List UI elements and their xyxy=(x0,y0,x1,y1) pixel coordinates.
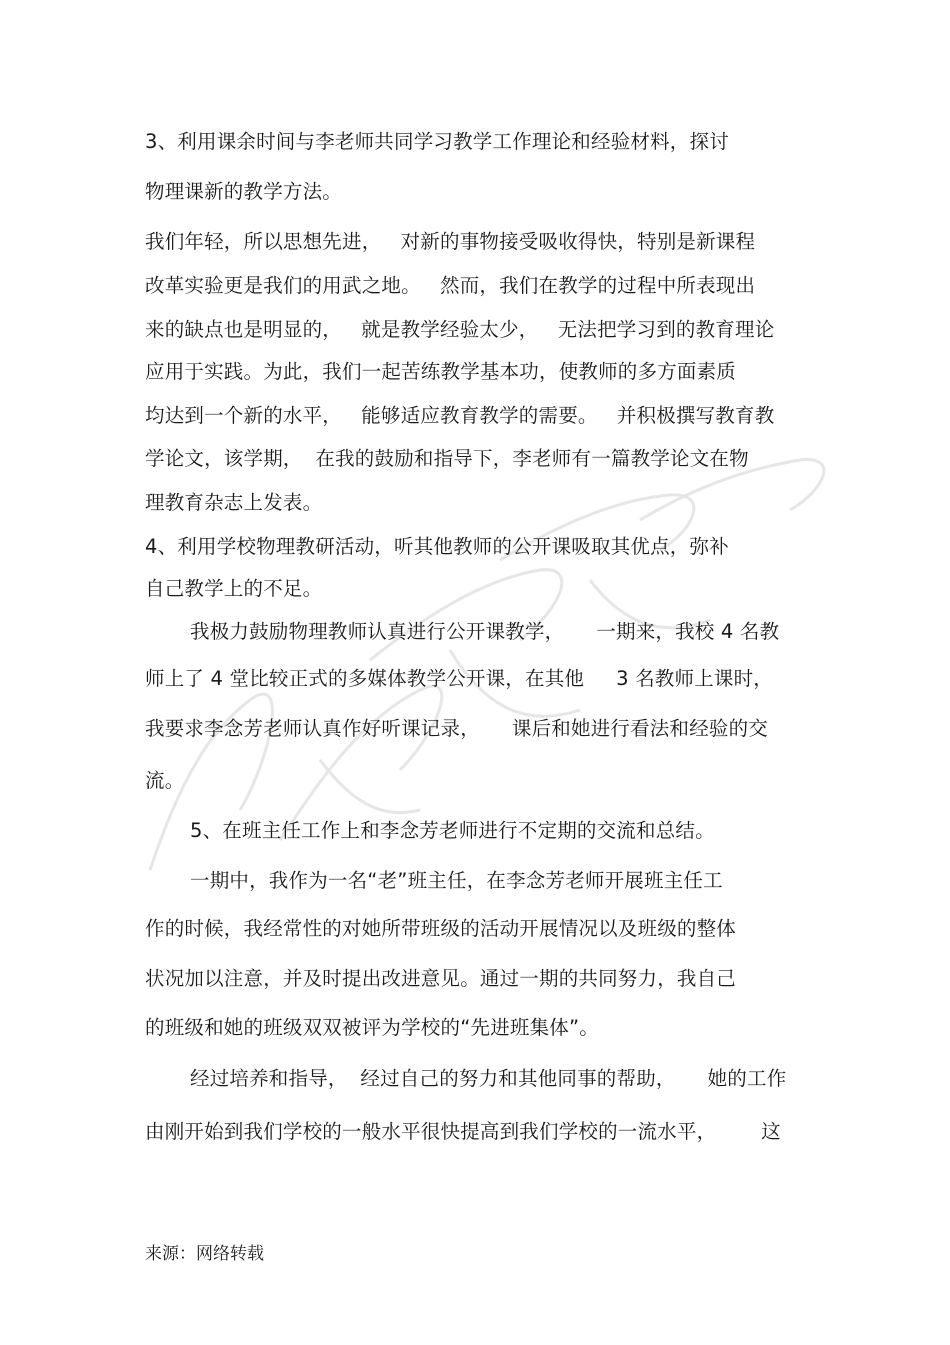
text-line-21: 经过培养和指导， 经过自己的努力和其他同事的帮助， 她的工作 xyxy=(190,1067,787,1090)
text-line-14: 我要求李念芳老师认真作好听课记录， 课后和她进行看法和经验的交 xyxy=(145,717,768,740)
text-line-7: 均达到一个新的水平， 能够适应教育教学的需要。 并积极撰写教育教 xyxy=(145,404,775,427)
text-line-20: 的班级和她的班级双双被评为学校的“先进班集体”。 xyxy=(145,1016,600,1039)
text-line-22: 由刚开始到我们学校的一般水平很快提高到我们学校的一流水平， 这 xyxy=(145,1120,781,1143)
text-line-11: 自己教学上的不足。 xyxy=(145,577,323,600)
text-line-15: 流。 xyxy=(145,769,185,792)
text-line-17: 一期中，我作为一名“老”班主任，在李念芳老师开展班主任工 xyxy=(190,869,723,892)
text-line-3: 我们年轻，所以思想先进， 对新的事物接受吸收得快，特别是新课程 xyxy=(145,230,756,253)
text-line-5: 来的缺点也是明显的， 就是教学经验太少， 无法把学习到的教育理论 xyxy=(145,318,775,341)
text-line-8: 学论文，该学期， 在我的鼓励和指导下，李老师有一篇教学论文在物 xyxy=(145,447,749,470)
text-line-12: 我极力鼓励物理教师认真进行公开课教学， 一期来，我校 4 名教 xyxy=(190,620,780,643)
text-line-16: 5、在班主任工作上和李念芳老师进行不定期的交流和总结。 xyxy=(190,819,715,842)
text-line-6: 应用于实践。为此，我们一起苦练教学基本功，使教师的多方面素质 xyxy=(145,360,737,383)
text-line-1: 3、利用课余时间与李老师共同学习教学工作理论和经验材料，探讨 xyxy=(145,130,729,153)
text-line-10: 4、利用学校物理教研活动，听其他教师的公开课吸取其优点，弥补 xyxy=(145,535,729,558)
text-line-13: 师上了 4 堂比较正式的多媒体教学公开课，在其他 3 名教师上课时， xyxy=(145,667,774,690)
text-line-18: 作的时候，我经常性的对她所带班级的活动开展情况以及班级的整体 xyxy=(145,917,737,940)
footer-source: 来源：网络转载 xyxy=(145,1244,264,1264)
text-line-2: 物理课新的教学方法。 xyxy=(145,180,343,203)
text-line-9: 理教育杂志上发表。 xyxy=(145,491,323,514)
text-line-19: 状况加以注意，并及时提出改进意见。通过一期的共同努力，我自己 xyxy=(145,967,737,990)
text-line-4: 改革实验更是我们的用武之地。 然而，我们在教学的过程中所表现出 xyxy=(145,274,756,297)
